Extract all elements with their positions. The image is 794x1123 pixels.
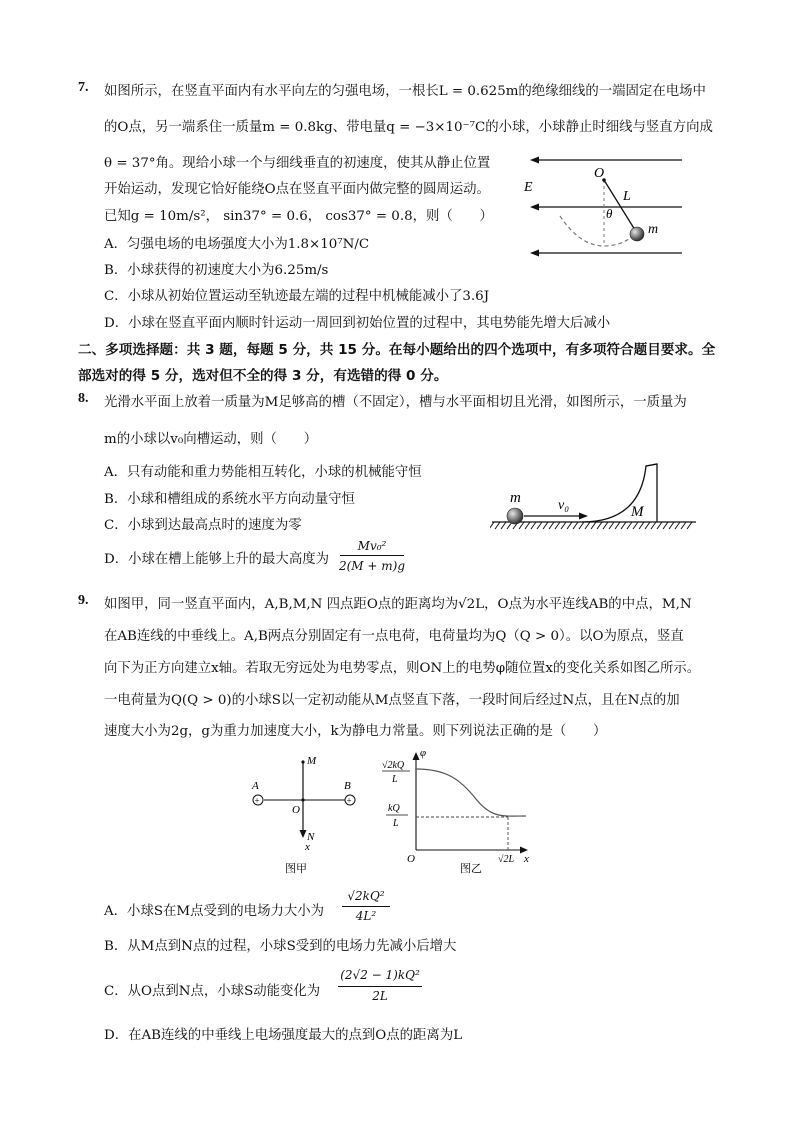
q8-label-m: m	[510, 490, 521, 506]
q9-stem-line-4: 一电荷量为Q(Q > 0)的小球S以一定初动能从M点竖直下落，一段时间后经过N点，且在N点的加	[104, 693, 680, 708]
q9-jia-caption: 图甲	[285, 862, 307, 875]
q9-stem-line-2: 在AB连线的中垂线上。A,B两点分别固定有一点电荷，电荷量均为Q（Q > 0）。以O为原点，竖直	[104, 629, 684, 644]
q9-number: 9.	[78, 593, 89, 608]
ground-hatch-line	[490, 522, 494, 529]
q7-figure-pendulum	[520, 150, 690, 262]
ground-hatch-line	[675, 522, 680, 529]
q8-option-d: D．小球在槽上能够上升的最大高度为	[104, 552, 329, 567]
q7-number: 7.	[78, 80, 89, 95]
q9-option-b: B．从M点到N点的过程，小球S受到的电场力先减小后增大	[104, 939, 457, 954]
q9-yi-mid-num: kQ	[388, 803, 400, 814]
q8-label-v0: v₀	[558, 498, 570, 513]
q8-stem-line-2: m的小球以v₀向槽运动，则（ ）	[104, 432, 318, 447]
q7-stem-line-1: 如图所示，在竖直平面内有水平向左的匀强电场，一根长L = 0.625m的绝缘细线的一端固定在电场中	[104, 84, 706, 99]
q8-option-b: B．小球和槽组成的系统水平方向动量守恒	[104, 492, 355, 507]
q8-option-a: A．只有动能和重力势能相互转化，小球的机械能守恒	[104, 465, 422, 480]
q9-figure-jia	[246, 748, 366, 876]
ground-hatch-line	[573, 522, 578, 529]
ground-hatch-line	[663, 522, 668, 529]
ground-hatch-line	[555, 522, 560, 529]
q9-jia-label-m: M	[307, 755, 317, 767]
ground-hatch-line	[627, 522, 632, 529]
q8-option-c: C．小球到达最高点时的速度为零	[104, 518, 302, 533]
ground-hatch-line	[519, 522, 524, 529]
ground-hatch-line	[567, 522, 572, 529]
ground-hatch-line	[639, 522, 644, 529]
q7-stem-line-4: 开始运动，发现它恰好能绕O点在竖直平面内做完整的圆周运动。	[104, 182, 490, 197]
ground-hatch-line	[501, 522, 506, 529]
q7-label-e: E	[524, 180, 533, 195]
ground-hatch-line	[591, 522, 596, 529]
ground-hatch-line	[687, 522, 692, 529]
q9-stem-line-5: 速度大小为2g，g为重力加速度大小，k为静电力常量。则下列说法正确的是（ ）	[104, 724, 607, 739]
q7-stem-line-2: 的O点，另一端系住一质量m = 0.8kg、带电量q = −3×10⁻⁷C的小球，小球静止时细线与竖直方向成	[104, 120, 713, 135]
q8-number: 8.	[78, 391, 89, 406]
q7-stem-line-3: θ = 37°角。现给小球一个与细线垂直的初速度，使其从静止位置	[104, 156, 491, 171]
q8-stem-line-1: 光滑水平面上放着一质量为M足够高的槽（不固定），槽与水平面相切且光滑，如图所示，一质量为	[104, 395, 687, 410]
q9-stem-line-1: 如图甲，同一竖直平面内，A,B,M,N 四点距O点的距离均为√2L，O点为水平连线AB的中点，M,N	[104, 597, 692, 612]
ground-hatch-line	[603, 522, 608, 529]
q7-label-m: m	[648, 222, 659, 237]
q9-yi-label-phi: φ	[420, 747, 427, 759]
q7-label-theta: θ	[606, 206, 613, 221]
q9-option-c: C．从O点到N点，小球S动能变化为	[104, 984, 321, 999]
q9-yi-top-den: L	[392, 774, 398, 785]
ground-hatch-line	[681, 522, 686, 529]
q9-yi-label-x: x	[524, 853, 529, 865]
section2-line-1: 二、多项选择题：共 3 题，每题 5 分，共 15 分。在每小题给出的四个选项中，有多项符合题目要求。全	[78, 342, 716, 358]
q7-label-l: L	[623, 189, 631, 204]
ground-hatch-line	[645, 522, 650, 529]
q9-jia-label-o: O	[292, 804, 300, 816]
q7-option-d: D．小球在竖直平面内顺时针运动一周回到初始位置的过程中，其电势能先增大后减小	[104, 316, 611, 331]
q9-yi-caption: 图乙	[460, 862, 482, 875]
ground-hatch-line	[495, 522, 500, 529]
q9-option-a-numerator: √2kQ²	[347, 889, 385, 903]
q9-jia-label-b: B	[344, 780, 351, 792]
ground-hatch-line	[651, 522, 656, 529]
q7-option-a: A．匀强电场的电场强度大小为1.8×10⁷N/C	[104, 237, 370, 252]
q7-option-c: C．小球从初始位置运动至轨迹最左端的过程中机械能减小了3.6J	[104, 289, 490, 304]
ground-hatch-line	[537, 522, 542, 529]
q7-option-b: B．小球获得的初速度大小为6.25m/s	[104, 263, 329, 278]
q8-figure-groove	[490, 458, 700, 538]
q9-option-d: D．在AB连线的中垂线上电场强度最大的点到O点的距离为L	[104, 1028, 463, 1043]
ground-hatch-line	[657, 522, 662, 529]
q9-option-c-denominator: 2L	[372, 989, 388, 1003]
svg-text:+: +	[346, 795, 352, 806]
q9-option-a-denominator: 4L²	[355, 909, 377, 923]
q7-stem-line-5: 已知g = 10m/s²， sin37° = 0.6， cos37° = 0.8，则（ ）	[104, 209, 493, 224]
ground-hatch-line	[549, 522, 554, 529]
q9-yi-top-num: √2kQ	[382, 760, 405, 771]
q9-option-a: A．小球S在M点受到的电场力大小为	[104, 904, 325, 919]
q9-figure-yi	[376, 744, 536, 876]
ground-hatch-line	[531, 522, 536, 529]
ground-hatch-line	[543, 522, 548, 529]
ground-hatch-line	[597, 522, 602, 529]
q7-label-o: O	[594, 166, 605, 181]
q8-option-d-numerator: Mv₀²	[357, 539, 387, 553]
ground-hatch-line	[669, 522, 674, 529]
ground-hatch-line	[609, 522, 614, 529]
q9-option-c-numerator: (2√2 − 1)kQ²	[340, 968, 420, 982]
ground-hatch-line	[525, 522, 530, 529]
q9-stem-line-3: 向下为正方向建立x轴。若取无穷远处为电势零点，则ON上的电势φ随位置x的变化关系如图乙所示。	[104, 661, 701, 676]
ground-hatch-line	[561, 522, 566, 529]
ground-hatch-line	[579, 522, 584, 529]
q9-yi-xtick: √2L	[498, 854, 515, 865]
q9-yi-mid-den: L	[393, 818, 399, 829]
q9-yi-label-o: O	[407, 853, 415, 865]
q9-jia-label-a: A	[252, 780, 259, 792]
ground-hatch-line	[585, 522, 590, 529]
ground-hatch-line	[615, 522, 620, 529]
q9-jia-label-x: x	[305, 841, 310, 853]
q9-jia-label-n: N	[307, 831, 315, 843]
svg-text:+: +	[254, 795, 260, 806]
ground-hatch-line	[621, 522, 626, 529]
q8-label-big-m: M	[631, 504, 644, 520]
ground-hatch-line	[633, 522, 638, 529]
section2-line-2: 部选对的得 5 分，选对但不全的得 3 分，有选错的得 0 分。	[78, 368, 448, 384]
q8-option-d-denominator: 2(M + m)g	[338, 559, 406, 573]
